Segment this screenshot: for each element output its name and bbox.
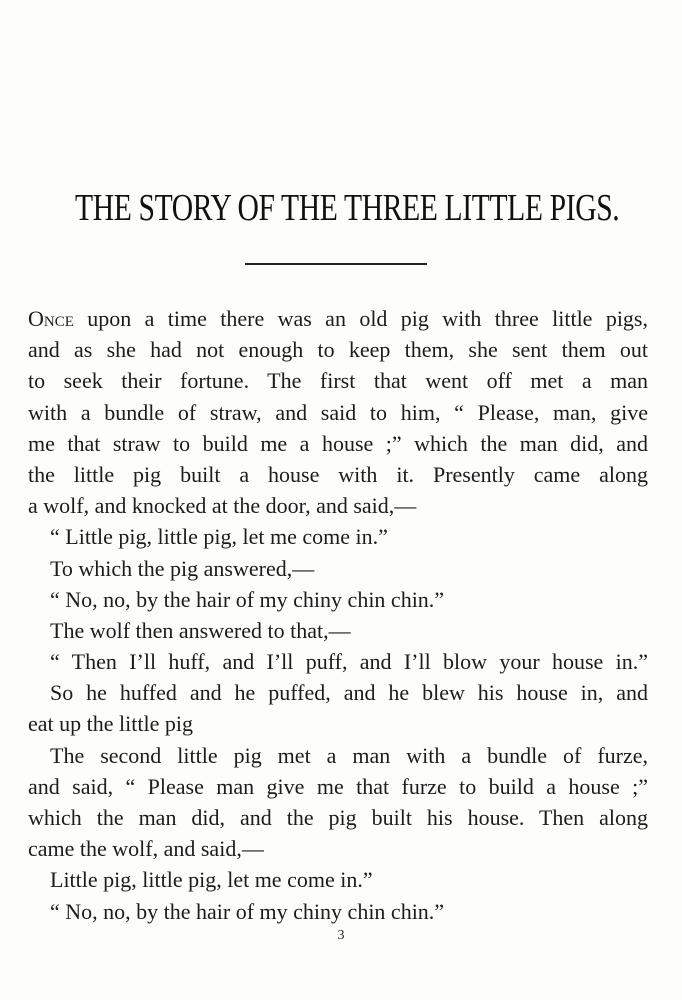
text-line: eat up the little pig xyxy=(28,711,193,737)
text-line: “ No, no, by the hair of my chiny chin chin.” xyxy=(50,898,445,924)
text-line: The second little pig met a man with a bundle of furze, xyxy=(50,742,648,768)
text-line: to seek their fortune. The first that went off met a man xyxy=(28,368,648,394)
text-line: me that straw to build me a house ;” which the man did, and xyxy=(28,430,648,456)
text-line: “ Then I’ll huff, and I’ll puff, and I’ll blow your house in.” xyxy=(50,649,648,675)
text-line: a wolf, and knocked at the door, and said,— xyxy=(28,493,417,519)
title-divider xyxy=(245,263,427,265)
story-body xyxy=(28,303,648,927)
text-line: the little pig built a house with it. Presently came along xyxy=(28,461,648,487)
text-line: which the man did, and the pig built his house. Then along xyxy=(28,805,648,830)
text-line: came the wolf, and said,— xyxy=(28,836,264,862)
text-line: So he huffed and he puffed, and he blew his house in, and xyxy=(50,680,648,706)
text-line: “ Little pig, little pig, let me come in.” xyxy=(50,524,388,550)
text-line-rest: upon a time there was an old pig with three little pigs, xyxy=(73,306,648,331)
text-line: To which the pig answered,— xyxy=(50,555,315,581)
text-line: and as she had not enough to keep them, she sent them out xyxy=(28,337,648,363)
text-line: The wolf then answered to that,— xyxy=(50,617,351,643)
text-line: and said, “ Please man give me that furze to build a house ;” xyxy=(28,773,648,799)
drop-word: Once xyxy=(28,306,74,331)
page-number: 3 xyxy=(337,928,345,943)
text-line xyxy=(28,303,648,334)
text-line: “ No, no, by the hair of my chiny chin chin.” xyxy=(50,586,445,612)
story-title: THE STORY OF THE THREE LITTLE PIGS. xyxy=(75,187,620,229)
text-line: with a bundle of straw, and said to him, “ Please, man, give xyxy=(28,399,648,425)
text-line: Little pig, little pig, let me come in.” xyxy=(50,867,373,893)
